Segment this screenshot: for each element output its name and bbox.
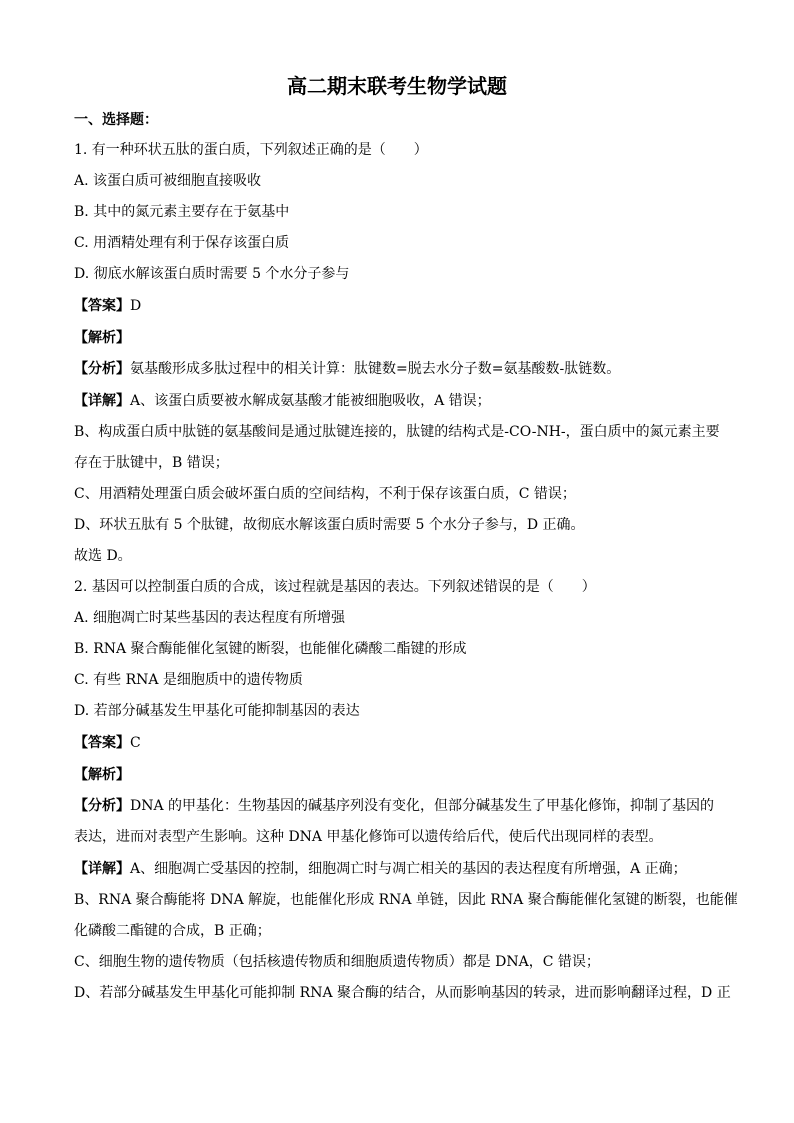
q1-option-c: C. 用酒精处理有利于保存该蛋白质 (74, 235, 290, 251)
q1-option-b: B. 其中的氮元素主要存在于氨基中 (74, 204, 290, 220)
fenxi-text: DNA 的甲基化：生物基因的碱基序列没有变化，但部分碱基发生了甲基化修饰，抑制了基因的 (130, 798, 715, 814)
section-heading: 一、选择题： (74, 112, 158, 128)
q1-option-a: A. 该蛋白质可被细胞直接吸收 (74, 173, 262, 189)
xiangjie-text: A、细胞凋亡受基因的控制，细胞凋亡时与凋亡相关的基因的表达程度有所增强，A 正确； (130, 861, 687, 877)
xiangjie-tag: 【详解】 (74, 393, 130, 409)
q2-option-c: C. 有些 RNA 是细胞质中的遗传物质 (74, 672, 303, 688)
q1-conclusion: 故选 D。 (74, 548, 132, 564)
q2-option-b: B. RNA 聚合酶能催化氢键的断裂，也能催化磷酸二酯键的形成 (74, 641, 467, 657)
xiangjie-text: A、该蛋白质要被水解成氨基酸才能被细胞吸收，A 错误； (130, 393, 491, 409)
q1-option-d: D. 彻底水解该蛋白质时需要 5 个水分子参与 (74, 266, 350, 282)
answer-value: D (130, 298, 142, 314)
fenxi-tag: 【分析】 (74, 798, 130, 814)
q1-xiangjie-a (74, 391, 724, 411)
document-title: 高二期末联考生物学试题 (287, 74, 507, 98)
fenxi-tag: 【分析】 (74, 361, 130, 377)
q2-option-a: A. 细胞凋亡时某些基因的表达程度有所增强 (74, 610, 346, 626)
q1-stem: 1. 有一种环状五肽的蛋白质，下列叙述正确的是（ ） (74, 142, 428, 158)
q1-xiangjie-d: D、环状五肽有 5 个肽键，故彻底水解该蛋白质时需要 5 个水分子参与，D 正确。 (74, 517, 585, 533)
q1-xiangjie-b1: B、构成蛋白质中肽链的氨基酸间是通过肽键连接的，肽键的结构式是-CO-NH-，蛋白质中的氮元素主要 (74, 424, 720, 440)
xiangjie-tag: 【详解】 (74, 861, 130, 877)
q2-fenxi1 (74, 796, 724, 816)
q2-xiangjie-a (74, 859, 724, 879)
q2-answer (74, 733, 724, 753)
q2-xiangjie-b2: 化磷酸二酯键的合成，B 正确； (74, 923, 271, 939)
q1-analysis-tag: 【解析】 (74, 330, 130, 346)
q2-fenxi2: 表达，进而对表型产生影响。这种 DNA 甲基化修饰可以遗传给后代，使后代出现同样的表型。 (74, 829, 663, 845)
q1-xiangjie-b2: 存在于肽键中，B 错误； (74, 455, 229, 471)
q2-option-d: D. 若部分碱基发生甲基化可能抑制基因的表达 (74, 703, 360, 719)
answer-value: C (130, 735, 141, 751)
q2-xiangjie-b1: B、RNA 聚合酶能将 DNA 解旋，也能催化形成 RNA 单链，因此 RNA 聚合酶能催化氢键的断裂，也能催 (74, 892, 738, 908)
q2-xiangjie-d: D、若部分碱基发生甲基化可能抑制 RNA 聚合酶的结合，从而影响基因的转录，进而影响翻译过程，D 正 (74, 985, 731, 1001)
q1-xiangjie-c: C、用酒精处理蛋白质会破坏蛋白质的空间结构，不利于保存该蛋白质，C 错误； (74, 486, 576, 502)
q2-xiangjie-c: C、细胞生物的遗传物质（包括核遗传物质和细胞质遗传物质）都是 DNA，C 错误； (74, 954, 600, 970)
answer-tag: 【答案】 (74, 735, 130, 751)
q2-stem: 2. 基因可以控制蛋白质的合成，该过程就是基因的表达。下列叙述错误的是（ ） (74, 579, 596, 595)
q2-analysis-tag: 【解析】 (74, 767, 130, 783)
q1-answer (74, 296, 724, 316)
fenxi-text: 氨基酸形成多肽过程中的相关计算：肽键数=脱去水分子数=氨基酸数-肽链数。 (130, 361, 621, 377)
q1-fenxi (74, 359, 724, 379)
answer-tag: 【答案】 (74, 298, 130, 314)
